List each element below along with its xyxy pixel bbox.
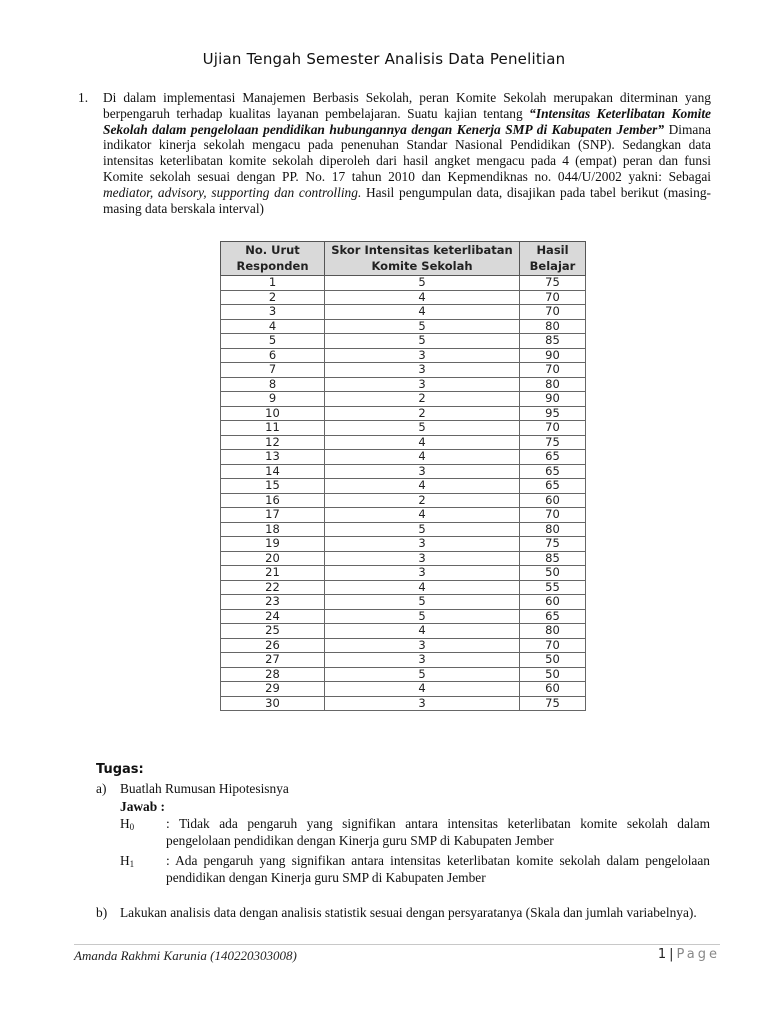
question-text-3: Hasil pengumpulan data, disajikan pada tabel berikut (masing-masing data berskala interval) [103,184,712,216]
cell-no-urut: 6 [221,348,325,363]
table-row [221,435,586,450]
cell-hasil-belajar: 70 [520,638,586,653]
cell-hasil-belajar: 60 [520,682,586,697]
task-a-text: Buatlah Rumusan Hipotesisnya [120,781,289,796]
cell-hasil-belajar: 85 [520,551,586,566]
table-row [221,609,586,624]
table-header-row [221,242,586,276]
hypothesis-h0 [120,815,710,849]
question-text-2: Dimana indikator kinerja sekolah mengacu pada penenuhan Standar Nasional Pendidikan (SNP). Sedangkan data intensitas keterlibatan komite sekolah diperoleh dari hasil angket mengacu pada 4 (empat) peran dan funsi Komite sekolah sesuai dengan PP. No. 17 tahun 2010 dan Kepmendiknas no. 044/U/2002 yakni: Sebagai [103,121,711,184]
page-label: Page [676,947,720,962]
h0-subscript: 0 [129,822,135,832]
cell-no-urut: 9 [221,392,325,407]
cell-skor: 5 [325,276,520,291]
cell-skor: 3 [325,653,520,668]
cell-hasil-belajar: 70 [520,508,586,523]
cell-hasil-belajar: 80 [520,522,586,537]
cell-skor: 3 [325,638,520,653]
h0-letter: H [120,816,130,831]
page-separator: | [669,947,674,962]
table-row [221,595,586,610]
table-row [221,667,586,682]
table-row [221,276,586,291]
cell-no-urut: 11 [221,421,325,436]
answer-label: Jawab : [120,799,166,814]
cell-hasil-belajar: 75 [520,276,586,291]
table-row [221,290,586,305]
header-hasil-belajar: Hasil Belajar [520,242,586,276]
footer-author: Amanda Rakhmi Karunia (140220303008) [74,948,297,963]
task-b-text: Lakukan analisis data dengan analisis statistik sesuai dengan persyaratanya (Skala dan jumlah variabelnya). [120,905,697,920]
cell-hasil-belajar: 75 [520,435,586,450]
table-row [221,624,586,639]
footer-divider [74,944,720,945]
cell-no-urut: 17 [221,508,325,523]
table-row [221,522,586,537]
table-row [221,464,586,479]
cell-no-urut: 21 [221,566,325,581]
task-a-label: a) [96,781,107,796]
cell-no-urut: 10 [221,406,325,421]
cell-skor: 4 [325,290,520,305]
cell-skor: 5 [325,609,520,624]
cell-skor: 5 [325,334,520,349]
cell-hasil-belajar: 65 [520,609,586,624]
cell-skor: 5 [325,522,520,537]
cell-no-urut: 24 [221,609,325,624]
cell-skor: 4 [325,435,520,450]
table-row [221,682,586,697]
question-number: 1. [78,90,89,105]
cell-hasil-belajar: 70 [520,290,586,305]
cell-skor: 3 [325,537,520,552]
study-title: “Intensitas Keterlibatan Komite Sekolah dalam pengelolaan pendidikan hubungannya dengan Kenerja SMP di Kabupaten Jember” [103,105,712,137]
tasks-heading: Tugas: [96,762,144,777]
cell-skor: 4 [325,580,520,595]
cell-hasil-belajar: 80 [520,624,586,639]
cell-hasil-belajar: 60 [520,493,586,508]
table-row [221,638,586,653]
cell-skor: 4 [325,450,520,465]
cell-hasil-belajar: 70 [520,421,586,436]
table-row [221,363,586,378]
table-row [221,508,586,523]
cell-hasil-belajar: 85 [520,334,586,349]
header-no-urut: No. Urut Responden [221,242,325,276]
task-b [96,904,710,921]
table-row [221,566,586,581]
page-title: Ujian Tengah Semester Analisis Data Penelitian [202,50,566,68]
cell-no-urut: 5 [221,334,325,349]
table-row [221,305,586,320]
cell-skor: 4 [325,479,520,494]
table-row [221,392,586,407]
cell-hasil-belajar: 95 [520,406,586,421]
cell-skor: 3 [325,551,520,566]
table-row [221,551,586,566]
table-row [221,319,586,334]
cell-no-urut: 25 [221,624,325,639]
cell-no-urut: 13 [221,450,325,465]
table-row [221,696,586,711]
cell-no-urut: 23 [221,595,325,610]
task-a [96,780,710,797]
table-row [221,653,586,668]
cell-skor: 4 [325,624,520,639]
cell-no-urut: 26 [221,638,325,653]
cell-skor: 2 [325,392,520,407]
cell-hasil-belajar: 80 [520,319,586,334]
cell-no-urut: 28 [221,667,325,682]
cell-hasil-belajar: 75 [520,537,586,552]
cell-no-urut: 19 [221,537,325,552]
page-indicator [658,947,720,962]
question-text-1: Di dalam implementasi Manajemen Berbasis Sekolah, peran Komite Sekolah merupakan diterminan yang berpengaruh terhadap kualitas layanan pembelajaran. Suatu kajian tentang [103,90,711,121]
cell-no-urut: 7 [221,363,325,378]
cell-no-urut: 22 [221,580,325,595]
cell-skor: 3 [325,377,520,392]
cell-skor: 2 [325,406,520,421]
cell-no-urut: 16 [221,493,325,508]
cell-skor: 5 [325,667,520,682]
cell-hasil-belajar: 60 [520,595,586,610]
cell-no-urut: 12 [221,435,325,450]
cell-skor: 3 [325,363,520,378]
roles-italic: mediator, advisory, supporting dan controlling. [103,184,362,200]
cell-hasil-belajar: 70 [520,363,586,378]
table-row [221,450,586,465]
table-row [221,348,586,363]
table-row [221,421,586,436]
cell-no-urut: 20 [221,551,325,566]
cell-hasil-belajar: 75 [520,696,586,711]
h1-subscript: 1 [129,859,135,869]
hypothesis-h1 [120,852,710,886]
cell-no-urut: 3 [221,305,325,320]
task-b-label: b) [96,905,108,920]
cell-hasil-belajar: 50 [520,667,586,682]
cell-skor: 5 [325,421,520,436]
cell-hasil-belajar: 65 [520,479,586,494]
cell-skor: 3 [325,566,520,581]
h1-label [120,852,134,873]
cell-hasil-belajar: 50 [520,566,586,581]
cell-no-urut: 29 [221,682,325,697]
cell-no-urut: 30 [221,696,325,711]
cell-skor: 4 [325,305,520,320]
cell-skor: 5 [325,319,520,334]
table-row [221,479,586,494]
cell-hasil-belajar: 50 [520,653,586,668]
cell-skor: 3 [325,464,520,479]
cell-skor: 3 [325,348,520,363]
table-row [221,334,586,349]
cell-skor: 5 [325,595,520,610]
header-skor-intensitas: Skor Intensitas keterlibatan Komite Sekolah [325,242,520,276]
cell-no-urut: 2 [221,290,325,305]
question-body [103,90,711,216]
cell-no-urut: 15 [221,479,325,494]
h1-text: : Ada pengaruh yang signifikan antara intensitas keterlibatan komite sekolah dalam pengelolaan pendidikan dengan Kinerja guru SMP di Kabupaten Jember [166,853,710,885]
cell-no-urut: 18 [221,522,325,537]
question-1 [78,90,711,216]
table-row [221,580,586,595]
cell-no-urut: 4 [221,319,325,334]
cell-hasil-belajar: 80 [520,377,586,392]
table-row [221,406,586,421]
table-row [221,493,586,508]
h1-letter: H [120,853,130,868]
cell-no-urut: 1 [221,276,325,291]
table-row [221,377,586,392]
cell-no-urut: 27 [221,653,325,668]
data-table [220,241,586,711]
cell-hasil-belajar: 55 [520,580,586,595]
cell-hasil-belajar: 90 [520,348,586,363]
cell-no-urut: 14 [221,464,325,479]
table-row [221,537,586,552]
cell-skor: 4 [325,682,520,697]
cell-no-urut: 8 [221,377,325,392]
cell-skor: 3 [325,696,520,711]
h0-text: : Tidak ada pengaruh yang signifikan antara intensitas keterlibatan komite sekolah dalam pengelolaan pendidikan dengan Kinerja guru SMP di Kabupaten Jember [166,816,710,848]
cell-hasil-belajar: 70 [520,305,586,320]
page-number: 1 [657,947,667,962]
cell-hasil-belajar: 90 [520,392,586,407]
cell-hasil-belajar: 65 [520,464,586,479]
cell-hasil-belajar: 65 [520,450,586,465]
h0-label [120,815,134,836]
cell-skor: 2 [325,493,520,508]
cell-skor: 4 [325,508,520,523]
